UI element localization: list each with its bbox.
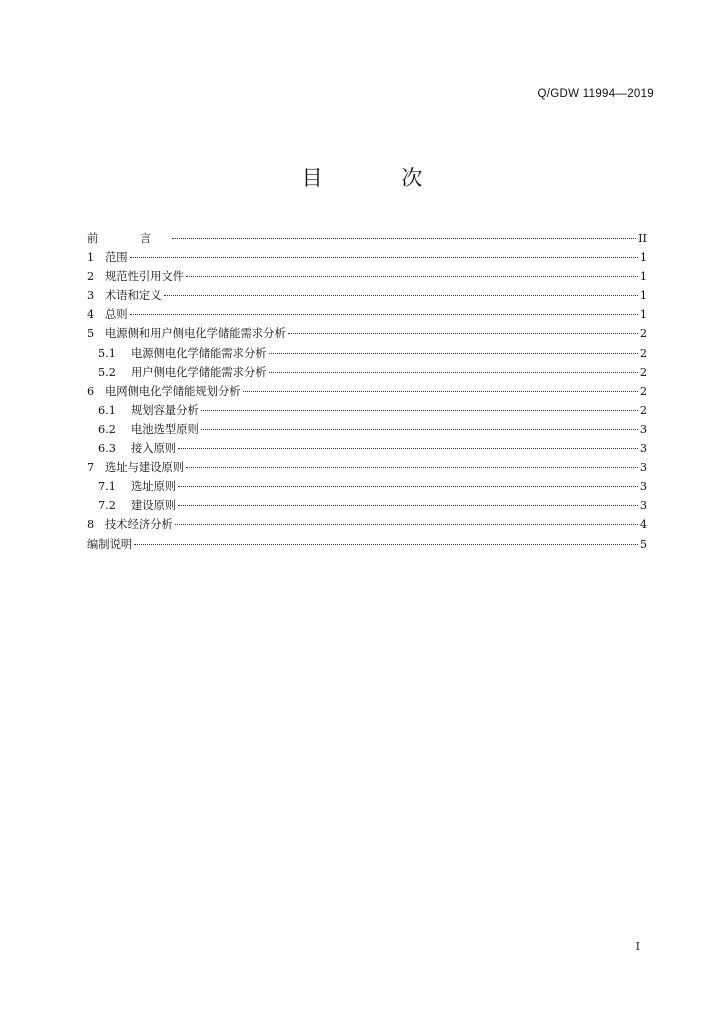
toc-entry-page: 2 — [639, 384, 647, 398]
toc-entry-number: 7 — [87, 461, 95, 475]
toc-entry-page: 3 — [639, 480, 647, 494]
toc-entry-page: 1 — [639, 270, 647, 284]
toc-dot-leader — [288, 333, 638, 334]
toc-entry[interactable] — [87, 535, 647, 554]
toc-entry-label: 技术经济分析 — [105, 518, 173, 532]
toc-entry-label: 建设原则 — [131, 499, 177, 513]
toc-dot-leader — [178, 505, 638, 506]
document-code: Q/GDW 11994—2019 — [537, 88, 654, 100]
toc-entry-number: 1 — [87, 251, 95, 265]
toc-dot-leader — [134, 544, 638, 545]
toc-entry-label: 选址原则 — [131, 480, 177, 494]
toc-entry-number: 7.2 — [98, 499, 116, 513]
toc-entry-number: 4 — [87, 308, 95, 322]
toc-entry[interactable] — [87, 344, 647, 363]
toc-entry-page: 5 — [639, 537, 647, 551]
toc-entry-number: 5.1 — [98, 346, 116, 360]
toc-dot-leader — [186, 467, 638, 468]
toc-entry[interactable] — [87, 286, 647, 305]
toc-entry[interactable] — [87, 229, 647, 248]
toc-entry[interactable] — [87, 382, 647, 401]
toc-entry-label: 接入原则 — [131, 442, 177, 456]
toc-entry-page: 2 — [639, 365, 647, 379]
toc-entry[interactable] — [87, 515, 647, 534]
toc-entry-label: 规范性引用文件 — [105, 270, 185, 284]
toc-dot-leader — [178, 486, 638, 487]
toc-entry-label: 电网侧电化学储能规划分析 — [105, 384, 241, 398]
toc-entry-label: 电池选型原则 — [131, 422, 199, 436]
toc-dot-leader — [178, 448, 638, 449]
toc-entry[interactable] — [87, 401, 647, 420]
toc-dot-leader — [269, 372, 638, 373]
toc-entry-label: 选址与建设原则 — [105, 461, 185, 475]
toc-entry-page: 3 — [639, 461, 647, 475]
toc-entry-page: 2 — [639, 327, 647, 341]
toc-dot-leader — [243, 391, 638, 392]
toc-entry-number: 6.3 — [98, 442, 116, 456]
toc-entry-page: 3 — [639, 442, 647, 456]
toc-dot-leader — [175, 524, 638, 525]
toc-dot-leader — [172, 238, 636, 239]
toc-entry-page: 3 — [639, 422, 647, 436]
toc-entry-label: 总则 — [105, 308, 128, 322]
toc-dot-leader — [201, 410, 638, 411]
toc-dot-leader — [130, 257, 638, 258]
toc-entry-page: 2 — [639, 346, 647, 360]
toc-entry-number: 8 — [87, 518, 95, 532]
toc-entry-number: 6.1 — [98, 403, 116, 417]
page-number: I — [635, 940, 640, 953]
toc-entry[interactable] — [87, 267, 647, 286]
toc-entry-label: 术语和定义 — [105, 289, 162, 303]
toc-entry-page: II — [638, 232, 647, 245]
toc-entry-page: 1 — [639, 251, 647, 265]
toc-entry[interactable] — [87, 363, 647, 382]
toc-entry[interactable] — [87, 420, 647, 439]
toc-entry-label: 范围 — [105, 251, 128, 265]
toc-entry-page: 3 — [639, 499, 647, 513]
toc-entry[interactable] — [87, 305, 647, 324]
toc-entry[interactable] — [87, 496, 647, 515]
toc-entry[interactable] — [87, 477, 647, 496]
toc-entry-number: 6.2 — [98, 422, 116, 436]
toc-entry-number: 2 — [87, 270, 95, 284]
toc-entry-label: 前 言 — [87, 232, 171, 245]
toc-entry-page: 1 — [639, 308, 647, 322]
toc-entry-number: 3 — [87, 289, 95, 303]
toc-entry-page: 4 — [639, 518, 647, 532]
toc-entry-label: 规划容量分析 — [131, 403, 199, 417]
toc-dot-leader — [164, 295, 638, 296]
toc-entry-label: 用户侧电化学储能需求分析 — [131, 365, 267, 379]
toc-entry-page: 1 — [639, 289, 647, 303]
toc-entry-number: 5.2 — [98, 365, 116, 379]
toc-entry-number: 7.1 — [98, 480, 116, 494]
toc-entry[interactable] — [87, 458, 647, 477]
toc-entry-label: 编制说明 — [87, 537, 133, 551]
toc-dot-leader — [269, 353, 638, 354]
table-of-contents — [87, 229, 647, 554]
toc-dot-leader — [130, 314, 638, 315]
toc-dot-leader — [186, 276, 638, 277]
toc-entry-label: 电源侧电化学储能需求分析 — [131, 346, 267, 360]
toc-entry-number: 5 — [87, 327, 95, 341]
toc-title: 目 次 — [301, 166, 459, 190]
toc-entry[interactable] — [87, 248, 647, 267]
toc-entry[interactable] — [87, 439, 647, 458]
toc-entry-number: 6 — [87, 384, 95, 398]
toc-entry-label: 电源侧和用户侧电化学储能需求分析 — [105, 327, 286, 341]
toc-entry[interactable] — [87, 324, 647, 343]
toc-entry-page: 2 — [639, 403, 647, 417]
toc-dot-leader — [201, 429, 638, 430]
